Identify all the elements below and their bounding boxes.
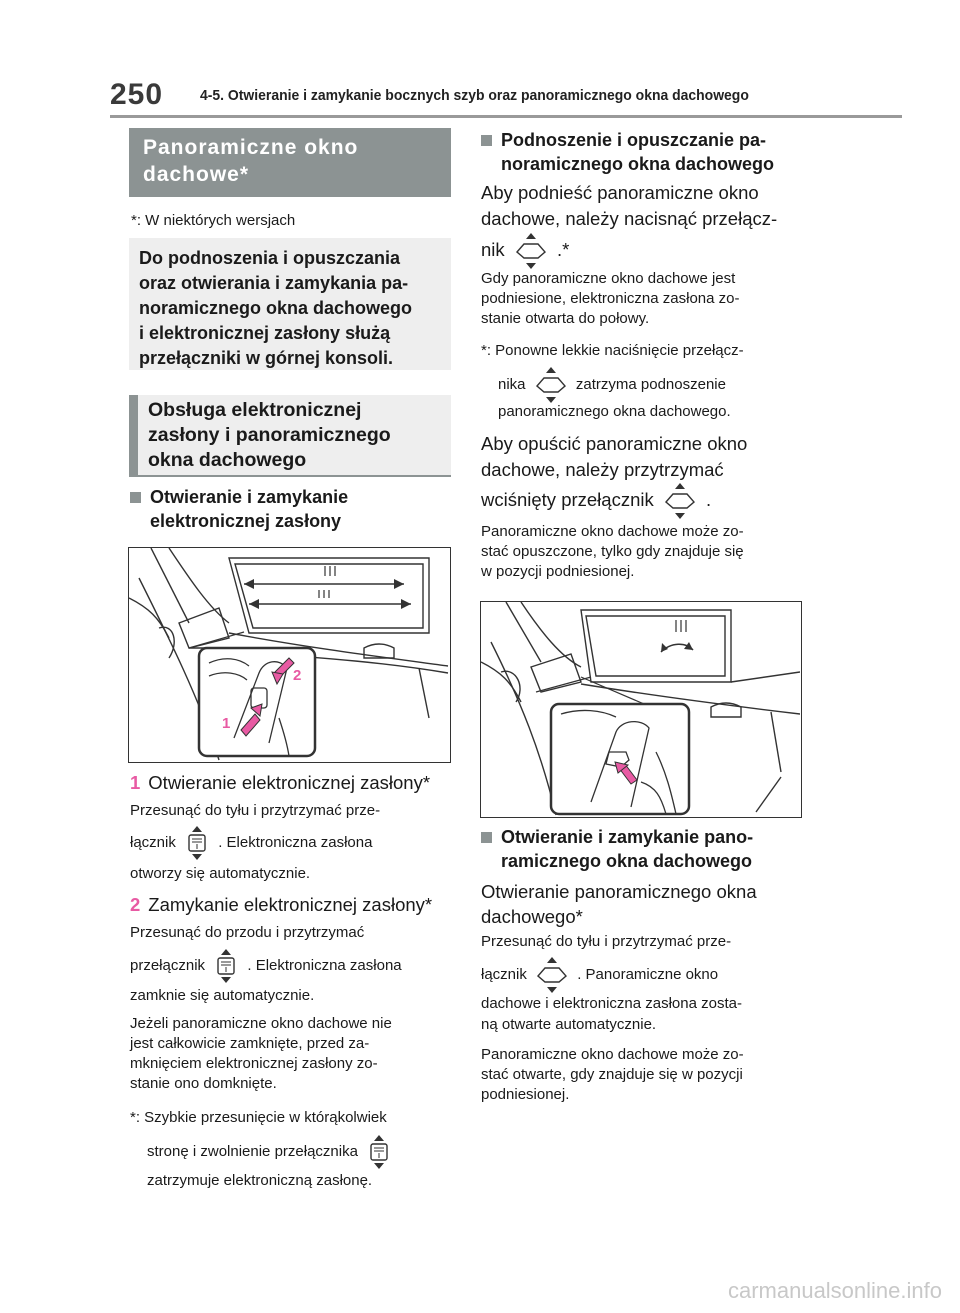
item1-line: otworzy się automatycznie. [130, 865, 311, 882]
text-fragment: . Elektroniczna zasłona [218, 833, 373, 851]
text-fragment: wciśnięty przełącznik [481, 488, 654, 510]
text-fragment: zatrzyma podnoszenie [575, 375, 726, 393]
p3-line: Aby opuścić panoramiczne okno [481, 433, 748, 454]
p7-line: stać otwarte, gdy znajduje się w pozycji [481, 1066, 743, 1083]
p2-line: Gdy panoramiczne okno dachowe jest [481, 270, 736, 287]
section-title-box [129, 128, 451, 197]
subsection-title-line: okna dachowego [148, 449, 307, 471]
p6-line: Przesunąć do tyłu i przytrzymać prze- [481, 933, 732, 950]
heading-line: Otwieranie i zamykanie pano- [501, 827, 754, 847]
curtain-switch-icon [213, 948, 239, 984]
page-number: 250 [110, 78, 164, 111]
square-bullet-icon [481, 135, 492, 146]
p1-line: Aby podnieść panoramiczne okno [481, 182, 759, 203]
square-bullet-icon [481, 832, 492, 843]
p4-paragraph [481, 522, 744, 582]
star1-line: *: Ponowne lekkie naciśnięcie przełącz- [481, 342, 744, 359]
text-fragment: nika [498, 375, 526, 393]
intro-line: Do podnoszenia i opuszczania [139, 248, 401, 268]
subsection-title-line: Obsługa elektronicznej [148, 399, 362, 421]
section-title-line: Panoramiczne okno [143, 136, 359, 159]
p5-paragraph [481, 879, 757, 929]
intro-box [129, 238, 451, 370]
figure-roof-drawing [481, 602, 800, 816]
p5-line: Otwieranie panoramicznego okna [481, 881, 757, 902]
heading-curtain [130, 485, 348, 533]
p1-line-switch [481, 232, 569, 270]
p2-line: podniesione, elektroniczna zasłona zo- [481, 290, 740, 307]
item1-line: Przesunąć do tyłu i przytrzymać prze- [130, 802, 381, 819]
item-number: 1 [130, 772, 141, 793]
note-paragraph [130, 1014, 392, 1094]
heading-tilt [481, 128, 774, 176]
heading-line: Podnoszenie i opuszczanie pa- [501, 130, 767, 150]
item-title-text: Otwieranie elektronicznej zasłony* [148, 772, 431, 793]
star-note-line-switch [147, 1134, 396, 1170]
p7-paragraph [481, 1045, 744, 1105]
text-fragment: . Panoramiczne okno [577, 965, 719, 983]
tilt-switch-icon [514, 232, 548, 270]
square-bullet-icon [130, 492, 141, 503]
star-note-line: zatrzymuje elektroniczną zasłonę. [147, 1172, 373, 1189]
figure-curtain-switch [128, 547, 451, 763]
note-line: mknięciem elektronicznej zasłony zo- [130, 1055, 378, 1072]
p2-paragraph [481, 269, 740, 329]
item1-title [130, 770, 430, 795]
star1-line: panoramicznego okna dachowego. [498, 403, 731, 420]
item-number: 2 [130, 894, 141, 915]
watermark: carmanualsonline.info [727, 1278, 942, 1303]
text-fragment: łącznik [481, 965, 527, 983]
p3-line-switch [481, 482, 711, 520]
curtain-switch-icon [184, 825, 210, 861]
item2-line: Przesunąć do przodu i przytrzymać [130, 924, 365, 941]
p6-line-switch [481, 956, 718, 994]
figure-label-2: 2 [293, 667, 302, 684]
p7-line: Panoramiczne okno dachowe może zo- [481, 1046, 744, 1063]
intro-line: noramicznego okna dachowego [139, 298, 413, 318]
intro-line: przełączniki w górnej konsoli. [139, 348, 394, 368]
curtain-switch-icon [366, 1134, 392, 1170]
note-line: stanie ono domknięte. [130, 1075, 277, 1092]
text-fragment: . [706, 488, 712, 510]
footnote: *: W niektórych wersjach [131, 212, 296, 229]
heading-line: noramicznego okna dachowego [501, 154, 775, 174]
figure-curtain-drawing [129, 548, 449, 761]
p6-line: dachowe i elektroniczna zasłona zosta- [481, 995, 742, 1012]
heading-slide [481, 825, 753, 873]
text-fragment: .* [556, 238, 570, 260]
tilt-switch-icon [534, 366, 568, 404]
note-line: jest całkowicie zamknięte, przed za- [130, 1035, 370, 1052]
item2-line-switch [130, 948, 402, 984]
p3-line: dachowe, należy przytrzymać [481, 459, 724, 480]
subsection-title-box [129, 395, 451, 477]
text-fragment: przełącznik [130, 956, 206, 974]
tilt-switch-icon [663, 482, 697, 520]
running-head: 4-5. Otwieranie i zamykanie bocznych szyb oraz panoramicznego okna dachowego [200, 87, 749, 104]
p2-line: stanie otwarta do połowy. [481, 310, 650, 327]
subsection-title-line: zasłony i panoramicznego [148, 424, 391, 446]
heading-line: elektronicznej zasłony [150, 511, 342, 531]
p4-line: w pozycji podniesionej. [481, 563, 635, 580]
star-note-line: *: Szybkie przesunięcie w którąkolwiek [130, 1109, 387, 1126]
item1-line-switch [130, 825, 372, 861]
item-title-text: Zamykanie elektronicznej zasłony* [148, 894, 433, 915]
figure-label-1: 1 [222, 715, 231, 732]
p1-line: dachowe, należy nacisnąć przełącz- [481, 208, 778, 229]
text-fragment: łącznik [130, 833, 176, 851]
header-rule [110, 115, 902, 118]
tilt-switch-icon [535, 956, 569, 994]
item2-line: zamknie się automatycznie. [130, 987, 315, 1004]
p4-line: stać opuszczone, tylko gdy znajduje się [481, 543, 744, 560]
note-line: Jeżeli panoramiczne okno dachowe nie [130, 1015, 392, 1032]
intro-line: i elektronicznej zasłony służą [139, 323, 391, 343]
heading-line: Otwieranie i zamykanie [150, 487, 349, 507]
p5-line: dachowego* [481, 906, 583, 927]
p6-line: ną otwarte automatycznie. [481, 1016, 657, 1033]
figure-roof-switch [480, 601, 802, 818]
text-fragment: stronę i zwolnienie przełącznika [147, 1142, 358, 1160]
p7-line: podniesionej. [481, 1086, 570, 1103]
heading-line: ramicznego okna dachowego [501, 851, 753, 871]
text-fragment: nik [481, 238, 505, 260]
p4-line: Panoramiczne okno dachowe może zo- [481, 523, 744, 540]
section-title-line: dachowe* [143, 163, 250, 186]
item2-title [130, 892, 432, 917]
intro-line: oraz otwierania i zamykania pa- [139, 273, 409, 293]
text-fragment: . Elektroniczna zasłona [247, 956, 402, 974]
star1-line-switch [498, 366, 726, 404]
